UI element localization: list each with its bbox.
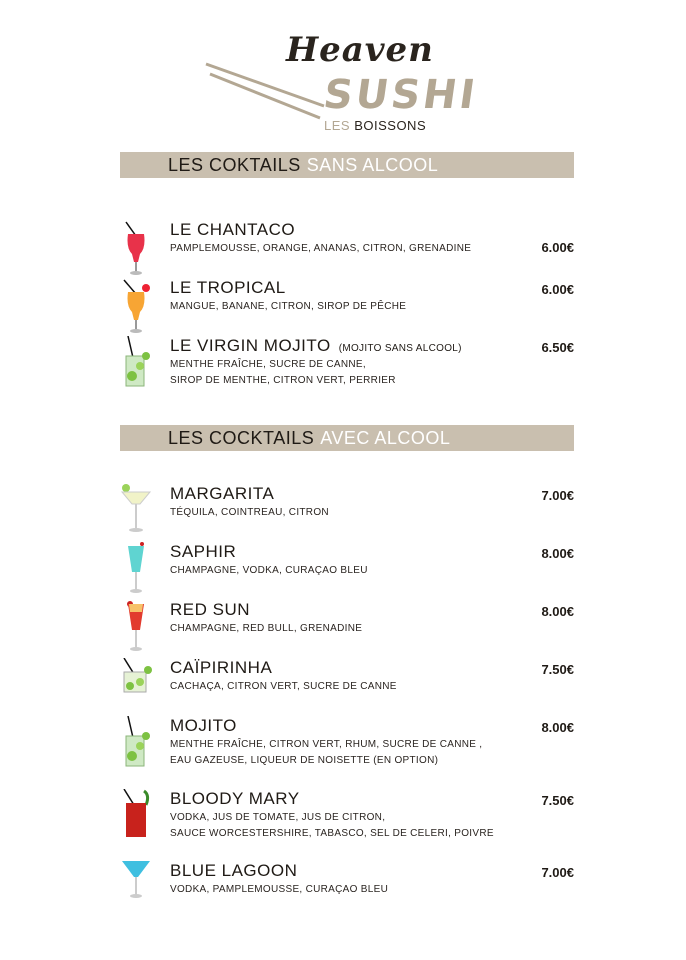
item-name: LE CHANTACO	[170, 220, 296, 239]
item-name: BLOODY MARY	[170, 789, 300, 808]
section-title-dark: LES COKTAILS	[168, 154, 301, 175]
chopsticks-icon	[200, 10, 340, 130]
item-ingredients: MENTHE FRAÎCHE, CITRON VERT, RHUM, SUCRE DE CANNE , EAU GAZEUSE, LIQUEUR DE NOISETTE (EN OPTION)	[170, 739, 483, 766]
section-title-light: AVEC ALCOOL	[320, 427, 451, 448]
item-ingredients: TÉQUILA, COINTREAU, CITRON	[170, 507, 329, 518]
subtitle-les: LES	[324, 118, 351, 133]
subtitle-boissons: BOISSONS	[354, 118, 427, 133]
brand-heaven: Heaven	[286, 30, 434, 70]
section-title-dark: LES COCKTAILS	[168, 427, 315, 448]
flute-red-icon	[120, 600, 152, 658]
item-ingredients: PAMPLEMOUSSE, ORANGE, ANANAS, CITRON, GRENADINE	[170, 243, 472, 254]
item-name: CAÏPIRINHA	[170, 658, 273, 677]
item-price: 8.00€	[541, 604, 574, 619]
hurricane-orange-icon	[120, 278, 152, 336]
section-title-light: SANS ALCOOL	[306, 154, 439, 175]
item-price: 8.00€	[541, 546, 574, 561]
flute-blue-icon	[120, 542, 152, 600]
item-ingredients: CHAMPAGNE, VODKA, CURAÇAO BLEU	[170, 565, 368, 576]
item-name: BLUE LAGOON	[170, 861, 298, 880]
cocktail-blue-icon	[120, 861, 152, 919]
bloody-mary-icon	[120, 789, 152, 847]
item-name: LE TROPICAL	[170, 278, 286, 297]
item-price: 6.50€	[541, 340, 574, 355]
item-note: (MOJITO SANS ALCOOL)	[338, 343, 462, 354]
item-price: 7.00€	[541, 488, 574, 503]
section-header-avec-alcool	[120, 425, 574, 451]
mojito-icon	[120, 716, 152, 774]
item-name: MARGARITA	[170, 484, 275, 503]
item-price: 7.50€	[541, 793, 574, 808]
mojito-icon	[120, 336, 152, 394]
item-name: MOJITO	[170, 716, 237, 735]
brand-sushi: SUSHI	[320, 72, 481, 118]
logo	[200, 10, 481, 135]
item-price: 7.50€	[541, 662, 574, 677]
item-ingredients: MENTHE FRAÎCHE, SUCRE DE CANNE, SIROP DE MENTHE, CITRON VERT, PERRIER	[170, 359, 396, 386]
item-ingredients: VODKA, JUS DE TOMATE, JUS DE CITRON, SAUCE WORCESTERSHIRE, TABASCO, SEL DE CELERI, POIVRE	[170, 812, 494, 839]
brand-subtitle	[324, 118, 426, 133]
item-name: RED SUN	[170, 600, 251, 619]
item-ingredients: CACHAÇA, CITRON VERT, SUCRE DE CANNE	[170, 681, 397, 692]
margarita-icon	[120, 484, 152, 542]
item-price: 6.00€	[541, 240, 574, 255]
item-price: 8.00€	[541, 720, 574, 735]
hurricane-red-icon	[120, 220, 152, 278]
item-ingredients: MANGUE, BANANE, CITRON, SIROP DE PÊCHE	[170, 301, 407, 312]
section-header-sans-alcool	[120, 152, 574, 178]
item-price: 6.00€	[541, 282, 574, 297]
item-name: SAPHIR	[170, 542, 237, 561]
item-ingredients: CHAMPAGNE, RED BULL, GRENADINE	[170, 623, 363, 634]
caipirinha-icon	[120, 658, 152, 716]
item-ingredients: VODKA, PAMPLEMOUSSE, CURAÇAO BLEU	[170, 884, 389, 895]
item-name: LE VIRGIN MOJITO (MOJITO SANS ALCOOL)	[170, 336, 462, 355]
item-price: 7.00€	[541, 865, 574, 880]
